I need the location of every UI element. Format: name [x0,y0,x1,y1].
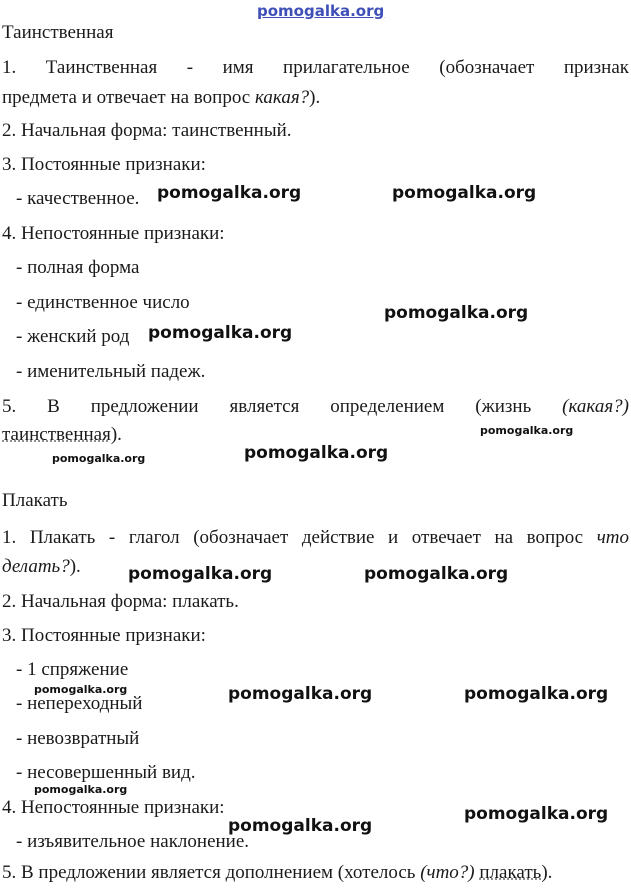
watermark: pomogalka.org [364,564,509,584]
section1-p4: 4. Непостоянные признаки: [2,223,225,244]
watermark: pomogalka.org [392,183,537,203]
section1-p1-line2: предмета и отвечает на вопрос какая?). [2,87,321,108]
list-item: - женский род [16,326,130,347]
section2-title: Плакать [2,490,68,511]
section1-p3: 3. Постоянные признаки: [2,154,206,175]
list-item: - невозвратный [16,728,140,749]
watermark: pomogalka.org [384,303,529,323]
watermark: pomogalka.org [228,816,373,836]
list-item: - несовершенный вид. [16,762,196,783]
list-item: - именительный падеж. [16,361,206,382]
section2-p4: 4. Непостоянные признаки: [2,797,225,818]
site-header-link[interactable]: pomogalka.org [257,2,385,20]
section1-p5-line1: 5. В предложении является определением (жизнь (какая?) [2,396,629,417]
section2-p5: 5. В предложении является дополнением (хотелось (что?) плакать). [2,862,553,883]
watermark: pomogalka.org [34,683,128,696]
watermark: pomogalka.org [244,443,389,463]
watermark: pomogalka.org [480,424,574,437]
watermark: pomogalka.org [157,183,302,203]
list-item: - полная форма [16,257,140,278]
watermark: pomogalka.org [128,564,273,584]
watermark: pomogalka.org [464,804,609,824]
list-item: - изъявительное наклонение. [16,831,250,852]
watermark: pomogalka.org [52,452,146,465]
list-item: - качественное. [16,188,140,209]
list-item: - 1 спряжение [16,659,129,680]
watermark: pomogalka.org [464,684,609,704]
section2-p2: 2. Начальная форма: плакать. [2,591,239,612]
watermark: pomogalka.org [228,684,373,704]
list-item: - единственное число [16,292,190,313]
section1-title: Таинственная [2,22,114,43]
watermark: pomogalka.org [34,783,128,796]
section1-p5-line2: таинственная). [2,424,122,445]
section1-p2: 2. Начальная форма: таинственный. [2,120,292,141]
section1-p1-line1: 1. Таинственная - имя прилагательное (обозначает признак [2,57,629,78]
list-item: - непереходный [16,693,143,714]
section2-p1-line1: 1. Плакать - глагол (обозначает действие и отвечает на вопрос что [2,527,629,548]
section2-p3: 3. Постоянные признаки: [2,625,206,646]
watermark: pomogalka.org [148,323,293,343]
section2-p1-line2: делать?). [2,556,81,577]
